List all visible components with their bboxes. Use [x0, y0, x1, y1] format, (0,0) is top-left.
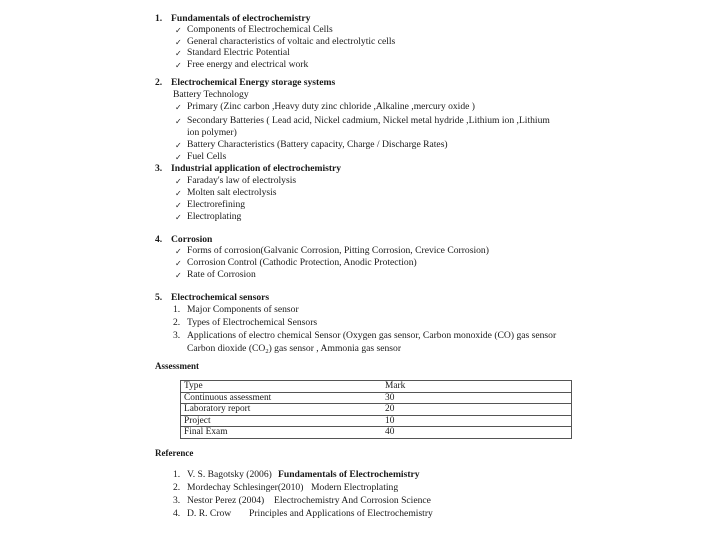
list-item-continued: ion polymer) — [187, 127, 237, 138]
check-icon: ✓ — [175, 141, 182, 150]
text-part: ) gas sensor , Ammonia gas sensor — [268, 343, 402, 354]
ref-number: 4. — [173, 508, 181, 519]
list-item: Rate of Corrosion — [187, 269, 256, 280]
list-item: Components of Electrochemical Cells — [187, 24, 333, 35]
list-item: Electrorefining — [187, 199, 246, 210]
reference-heading: Reference — [155, 448, 194, 458]
column-header-mark: Mark — [382, 381, 572, 393]
list-item: Types of Electrochemical Sensors — [187, 317, 318, 328]
ref-title: Electrochemistry And Corrosion Science — [274, 495, 431, 506]
ref-author: V. S. Bagotsky (2006) — [187, 469, 272, 480]
ref-title: Fundamentals of Electrochemistry — [278, 469, 420, 480]
subheading: Battery Technology — [173, 89, 249, 100]
list-item: General characteristics of voltaic and electrolytic cells — [187, 36, 396, 47]
ref-author: Mordechay Schlesinger(2010) — [187, 482, 304, 493]
check-icon: ✓ — [175, 153, 182, 162]
list-item: Molten salt electrolysis — [187, 187, 277, 198]
table-row — [181, 427, 572, 439]
section-number: 4. — [155, 234, 163, 245]
check-icon: ✓ — [175, 201, 182, 210]
list-item: Forms of corrosion(Galvanic Corrosion, Pitting Corrosion, Crevice Corrosion) — [187, 245, 489, 256]
list-item: Free energy and electrical work — [187, 59, 309, 70]
check-icon: ✓ — [175, 26, 182, 35]
cell-type: Final Exam — [181, 427, 383, 439]
list-item: Faraday's law of electrolysis — [187, 175, 297, 186]
cell-mark: 30 — [382, 392, 572, 404]
section-title-rest: storage systems — [269, 77, 336, 88]
check-icon: ✓ — [175, 61, 182, 70]
ref-author: D. R. Crow — [187, 508, 232, 519]
list-item: Secondary Batteries ( Lead acid, Nickel cadmium, Nickel metal hydride ,Lithium ion ,Lithium — [187, 115, 550, 126]
section-title: Industrial application of electrochemistry — [171, 163, 342, 174]
cell-type: Continuous assessment — [181, 392, 383, 404]
list-item-continued — [187, 343, 401, 358]
list-number: 3. — [173, 330, 181, 341]
subscript: 2 — [265, 348, 269, 355]
check-icon: ✓ — [175, 117, 182, 126]
ref-number: 3. — [173, 495, 181, 506]
check-icon: ✓ — [175, 103, 182, 112]
section-title: Corrosion — [171, 234, 213, 245]
section-number: 1. — [155, 13, 163, 24]
check-icon: ✓ — [175, 213, 182, 222]
list-item: Battery Characteristics (Battery capacity, Charge / Discharge Rates) — [187, 139, 448, 150]
section-title: Electrochemical sensors — [171, 292, 270, 303]
list-number: 2. — [173, 317, 181, 328]
section-title — [171, 77, 335, 89]
check-icon: ✓ — [175, 259, 182, 268]
table-row — [181, 392, 572, 404]
section-title: Fundamentals of electrochemistry — [171, 13, 311, 24]
list-item: Applications of electro chemical Sensor (Oxygen gas sensor, Carbon monoxide (CO) gas sensor — [187, 330, 557, 341]
cell-type: Project — [181, 415, 383, 427]
check-icon: ✓ — [175, 38, 182, 47]
list-item: Standard Electric Potential — [187, 47, 290, 58]
ref-number: 1. — [173, 469, 181, 480]
text-part: Carbon dioxide (CO — [187, 343, 266, 354]
ref-title: Modern Electroplating — [311, 482, 399, 493]
cell-mark: 10 — [382, 415, 572, 427]
section-number: 3. — [155, 163, 163, 174]
table-row — [181, 404, 572, 416]
section-title-bold: Electrochemical Energy — [171, 77, 270, 88]
ref-author: Nestor Perez (2004) — [187, 495, 265, 506]
ref-title: Principles and Applications of Electrochemistry — [249, 508, 433, 519]
check-icon: ✓ — [175, 189, 182, 198]
list-number: 1. — [173, 304, 181, 315]
list-item: Electroplating — [187, 211, 242, 222]
table-row — [181, 415, 572, 427]
list-item: Fuel Cells — [187, 151, 227, 162]
ref-number: 2. — [173, 482, 181, 493]
section-number: 2. — [155, 77, 163, 88]
cell-mark: 40 — [382, 427, 572, 439]
check-icon: ✓ — [175, 271, 182, 280]
column-header-type: Type — [181, 381, 383, 393]
list-item: Corrosion Control (Cathodic Protection, Anodic Protection) — [187, 257, 417, 268]
check-icon: ✓ — [175, 247, 182, 256]
check-icon: ✓ — [175, 49, 182, 58]
check-icon: ✓ — [175, 177, 182, 186]
list-item: Major Components of sensor — [187, 304, 299, 315]
section-number: 5. — [155, 292, 163, 303]
cell-mark: 20 — [382, 404, 572, 416]
table-header-row — [181, 381, 572, 393]
assessment-heading: Assessment — [155, 361, 199, 371]
cell-type: Laboratory report — [181, 404, 383, 416]
list-item: Primary (Zinc carbon ,Heavy duty zinc chloride ,Alkaline ,mercury oxide ) — [187, 101, 475, 112]
assessment-table — [180, 380, 572, 439]
